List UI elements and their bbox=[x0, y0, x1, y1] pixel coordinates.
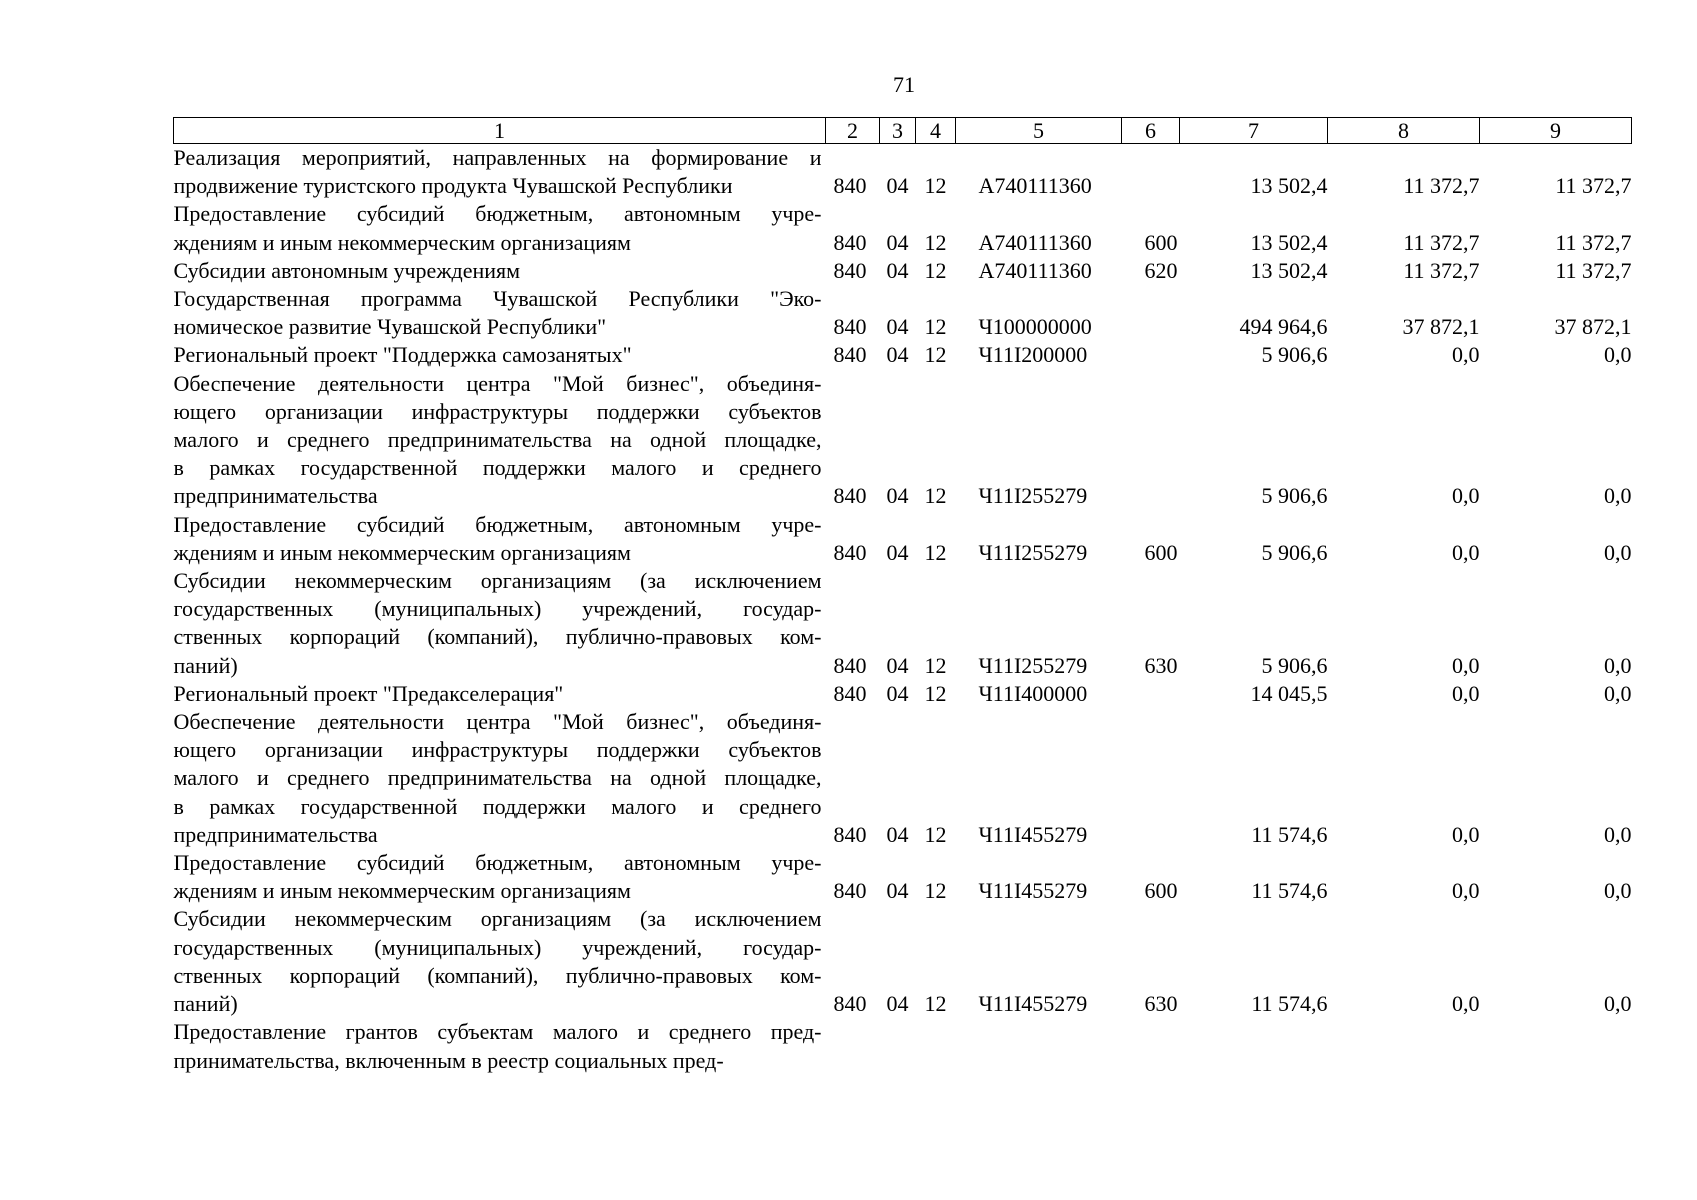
amount-col7-cell: 5 906,6 bbox=[1261, 652, 1328, 678]
description-line: Обеспечение деятельности центра "Мой бизнес", объединя- bbox=[173, 370, 822, 396]
header-col-2: 2 bbox=[826, 118, 880, 144]
subsection-cell: 12 bbox=[924, 680, 947, 706]
page-number: 71 bbox=[893, 72, 915, 97]
header-col-3: 3 bbox=[880, 118, 916, 144]
description-line: продвижение туристского продукта Чувашской Республики bbox=[173, 173, 733, 199]
subsection-cell: 12 bbox=[924, 821, 947, 847]
table-row bbox=[174, 1018, 1632, 1074]
target-article-cell: Ч11I255279 bbox=[978, 483, 1088, 509]
table-row bbox=[174, 511, 1632, 567]
amount-col8-cell: 0,0 bbox=[1452, 991, 1480, 1017]
amount-col8-cell: 37 872,1 bbox=[1402, 314, 1480, 340]
description-line: в рамках государственной поддержки малого и среднего bbox=[173, 455, 822, 481]
subsection-cell: 12 bbox=[924, 539, 947, 565]
table-row bbox=[174, 285, 1632, 341]
description-cell bbox=[174, 849, 826, 905]
description-line: Субсидии автономным учреждениям bbox=[173, 257, 521, 283]
amount-col8-cell: 0,0 bbox=[1452, 483, 1480, 509]
table-row bbox=[174, 680, 1632, 708]
section-cell: 04 bbox=[886, 652, 909, 678]
header-col-8: 8 bbox=[1328, 118, 1480, 144]
description-line: ждениям и иным некоммерческим организациям bbox=[173, 229, 631, 255]
amount-col9-cell: 0,0 bbox=[1604, 878, 1632, 904]
ministry-code-cell: 840 bbox=[833, 483, 867, 509]
expense-type-cell: 600 bbox=[1144, 539, 1178, 565]
section-cell: 04 bbox=[886, 539, 909, 565]
amount-col7-cell: 13 502,4 bbox=[1250, 173, 1328, 199]
expense-type-cell bbox=[1122, 708, 1180, 849]
table-row bbox=[174, 200, 1632, 256]
section-cell: 04 bbox=[886, 878, 909, 904]
subsection-cell bbox=[916, 1018, 956, 1074]
target-article-cell: Ч11I255279 bbox=[978, 539, 1088, 565]
section-cell: 04 bbox=[886, 314, 909, 340]
header-col-5: 5 bbox=[956, 118, 1122, 144]
table-row bbox=[174, 341, 1632, 369]
expense-type-cell: 600 bbox=[1144, 229, 1178, 255]
amount-col7-cell: 14 045,5 bbox=[1250, 680, 1328, 706]
expense-type-cell: 620 bbox=[1144, 257, 1178, 283]
section-cell: 04 bbox=[886, 173, 909, 199]
amount-col8-cell: 0,0 bbox=[1452, 680, 1480, 706]
description-line: Предоставление субсидий бюджетным, автономным учре- bbox=[173, 201, 822, 227]
amount-col9-cell: 0,0 bbox=[1604, 342, 1632, 368]
description-line: Предоставление субсидий бюджетным, автономным учре- bbox=[173, 850, 822, 876]
description-cell bbox=[174, 680, 826, 708]
description-cell bbox=[174, 567, 826, 680]
ministry-code-cell: 840 bbox=[833, 173, 867, 199]
amount-col8-cell: 0,0 bbox=[1452, 878, 1480, 904]
amount-col9-cell: 0,0 bbox=[1604, 821, 1632, 847]
description-line: государственных (муниципальных) учреждений, государ- bbox=[173, 934, 822, 960]
ministry-code-cell: 840 bbox=[833, 991, 867, 1017]
description-line: в рамках государственной поддержки малого и среднего bbox=[173, 793, 822, 819]
expense-type-cell bbox=[1122, 370, 1180, 511]
amount-col9-cell: 0,0 bbox=[1604, 680, 1632, 706]
header-col-7: 7 bbox=[1180, 118, 1328, 144]
subsection-cell: 12 bbox=[924, 878, 947, 904]
description-line: ственных корпораций (компаний), публично-правовых ком- bbox=[173, 624, 822, 650]
section-cell: 04 bbox=[886, 342, 909, 368]
amount-col7-cell: 11 574,6 bbox=[1251, 821, 1328, 847]
subsection-cell: 12 bbox=[924, 229, 947, 255]
description-line: ющего организации инфраструктуры поддержки субъектов bbox=[173, 398, 822, 424]
expense-type-cell bbox=[1122, 341, 1180, 369]
amount-col8-cell: 0,0 bbox=[1452, 652, 1480, 678]
description-line: Региональный проект "Поддержка самозанятых" bbox=[173, 342, 632, 368]
target-article-cell: Ч100000000 bbox=[978, 314, 1092, 340]
ministry-code-cell: 840 bbox=[833, 878, 867, 904]
description-line: Региональный проект "Предакселерация" bbox=[173, 680, 564, 706]
amount-col9-cell: 37 872,1 bbox=[1554, 314, 1632, 340]
header-row bbox=[174, 118, 1632, 144]
description-line: паний) bbox=[173, 991, 238, 1017]
header-col-4: 4 bbox=[916, 118, 956, 144]
description-line: принимательства, включенным в реестр социальных пред- bbox=[173, 1047, 724, 1073]
expense-type-cell: 600 bbox=[1144, 878, 1178, 904]
amount-col7-cell bbox=[1180, 1018, 1328, 1074]
target-article-cell: Ч11I455279 bbox=[978, 878, 1088, 904]
target-article-cell bbox=[956, 1018, 1122, 1074]
section-cell: 04 bbox=[886, 991, 909, 1017]
table-row bbox=[174, 144, 1632, 201]
amount-col8-cell: 0,0 bbox=[1452, 342, 1480, 368]
target-article-cell: Ч11I255279 bbox=[978, 652, 1088, 678]
amount-col8-cell: 0,0 bbox=[1452, 539, 1480, 565]
amount-col8-cell: 11 372,7 bbox=[1403, 257, 1480, 283]
section-cell: 04 bbox=[886, 821, 909, 847]
target-article-cell: Ч11I400000 bbox=[978, 680, 1088, 706]
amount-col7-cell: 13 502,4 bbox=[1250, 229, 1328, 255]
section-cell: 04 bbox=[886, 257, 909, 283]
description-line: предпринимательства bbox=[173, 821, 378, 847]
subsection-cell: 12 bbox=[924, 652, 947, 678]
description-line: номическое развитие Чувашской Республики" bbox=[173, 314, 607, 340]
subsection-cell: 12 bbox=[924, 173, 947, 199]
budget-table bbox=[173, 117, 1632, 1075]
table-row bbox=[174, 905, 1632, 1018]
subsection-cell: 12 bbox=[924, 314, 947, 340]
subsection-cell: 12 bbox=[924, 342, 947, 368]
target-article-cell: А740111360 bbox=[978, 173, 1092, 199]
description-line: ждениям и иным некоммерческим организациям bbox=[173, 878, 631, 904]
amount-col9-cell: 11 372,7 bbox=[1555, 229, 1632, 255]
amount-col7-cell: 5 906,6 bbox=[1261, 539, 1328, 565]
amount-col9-cell: 0,0 bbox=[1604, 539, 1632, 565]
expense-type-cell bbox=[1122, 1018, 1180, 1074]
description-line: Субсидии некоммерческим организациям (за исключением bbox=[173, 568, 822, 594]
section-cell: 04 bbox=[886, 229, 909, 255]
table-row bbox=[174, 849, 1632, 905]
table-row bbox=[174, 370, 1632, 511]
expense-type-cell bbox=[1122, 144, 1180, 201]
amount-col9-cell: 0,0 bbox=[1604, 652, 1632, 678]
header-col-9: 9 bbox=[1480, 118, 1632, 144]
description-cell bbox=[174, 708, 826, 849]
table-header bbox=[174, 118, 1632, 144]
target-article-cell: Ч11I200000 bbox=[978, 342, 1088, 368]
description-line: паний) bbox=[173, 652, 238, 678]
header-col-6: 6 bbox=[1122, 118, 1180, 144]
ministry-code-cell: 840 bbox=[833, 652, 867, 678]
amount-col7-cell: 494 964,6 bbox=[1239, 314, 1328, 340]
description-cell bbox=[174, 285, 826, 341]
section-cell bbox=[880, 1018, 916, 1074]
amount-col8-cell: 0,0 bbox=[1452, 821, 1480, 847]
section-cell: 04 bbox=[886, 680, 909, 706]
description-cell bbox=[174, 200, 826, 256]
table-row bbox=[174, 257, 1632, 285]
amount-col9-cell: 11 372,7 bbox=[1555, 173, 1632, 199]
table-body bbox=[174, 144, 1632, 1075]
description-cell bbox=[174, 1018, 826, 1074]
subsection-cell: 12 bbox=[924, 991, 947, 1017]
description-cell bbox=[174, 905, 826, 1018]
expense-type-cell bbox=[1122, 680, 1180, 708]
target-article-cell: Ч11I455279 bbox=[978, 821, 1088, 847]
description-line: Реализация мероприятий, направленных на формирование и bbox=[173, 145, 822, 170]
description-line: ждениям и иным некоммерческим организациям bbox=[173, 539, 631, 565]
expense-type-cell: 630 bbox=[1144, 652, 1178, 678]
ministry-code-cell: 840 bbox=[833, 342, 867, 368]
description-cell bbox=[174, 144, 826, 201]
description-cell bbox=[174, 511, 826, 567]
target-article-cell: А740111360 bbox=[978, 257, 1092, 283]
amount-col8-cell: 11 372,7 bbox=[1403, 173, 1480, 199]
amount-col8-cell: 11 372,7 bbox=[1403, 229, 1480, 255]
amount-col9-cell bbox=[1480, 1018, 1632, 1074]
description-cell bbox=[174, 257, 826, 285]
ministry-code-cell: 840 bbox=[833, 314, 867, 340]
description-line: Государственная программа Чувашской Республики "Эко- bbox=[173, 286, 822, 312]
amount-col9-cell: 0,0 bbox=[1604, 483, 1632, 509]
target-article-cell: А740111360 bbox=[978, 229, 1092, 255]
ministry-code-cell bbox=[826, 1018, 880, 1074]
expense-type-cell: 630 bbox=[1144, 991, 1178, 1017]
ministry-code-cell: 840 bbox=[833, 539, 867, 565]
ministry-code-cell: 840 bbox=[833, 257, 867, 283]
description-line: ственных корпораций (компаний), публично-правовых ком- bbox=[173, 962, 822, 988]
amount-col7-cell: 13 502,4 bbox=[1250, 257, 1328, 283]
description-line: малого и среднего предпринимательства на одной площадке, bbox=[173, 765, 822, 791]
table-row bbox=[174, 708, 1632, 849]
ministry-code-cell: 840 bbox=[833, 680, 867, 706]
ministry-code-cell: 840 bbox=[833, 229, 867, 255]
header-col-1: 1 bbox=[174, 118, 826, 144]
amount-col9-cell: 0,0 bbox=[1604, 991, 1632, 1017]
description-line: государственных (муниципальных) учреждений, государ- bbox=[173, 596, 822, 622]
amount-col8-cell bbox=[1328, 1018, 1480, 1074]
target-article-cell: Ч11I455279 bbox=[978, 991, 1088, 1017]
section-cell: 04 bbox=[886, 483, 909, 509]
table-row bbox=[174, 567, 1632, 680]
description-cell bbox=[174, 341, 826, 369]
description-line: Предоставление грантов субъектам малого и среднего пред- bbox=[173, 1019, 822, 1045]
description-cell bbox=[174, 370, 826, 511]
amount-col7-cell: 11 574,6 bbox=[1251, 878, 1328, 904]
ministry-code-cell: 840 bbox=[833, 821, 867, 847]
expense-type-cell bbox=[1122, 285, 1180, 341]
subsection-cell: 12 bbox=[924, 483, 947, 509]
subsection-cell: 12 bbox=[924, 257, 947, 283]
amount-col7-cell: 11 574,6 bbox=[1251, 991, 1328, 1017]
description-line: предпринимательства bbox=[173, 483, 378, 509]
description-line: Предоставление субсидий бюджетным, автономным учре- bbox=[173, 511, 822, 537]
description-line: ющего организации инфраструктуры поддержки субъектов bbox=[173, 737, 822, 763]
description-line: малого и среднего предпринимательства на одной площадке, bbox=[173, 427, 822, 453]
amount-col7-cell: 5 906,6 bbox=[1261, 342, 1328, 368]
amount-col7-cell: 5 906,6 bbox=[1261, 483, 1328, 509]
description-line: Субсидии некоммерческим организациям (за исключением bbox=[173, 906, 822, 932]
amount-col9-cell: 11 372,7 bbox=[1555, 257, 1632, 283]
description-line: Обеспечение деятельности центра "Мой бизнес", объединя- bbox=[173, 709, 822, 735]
